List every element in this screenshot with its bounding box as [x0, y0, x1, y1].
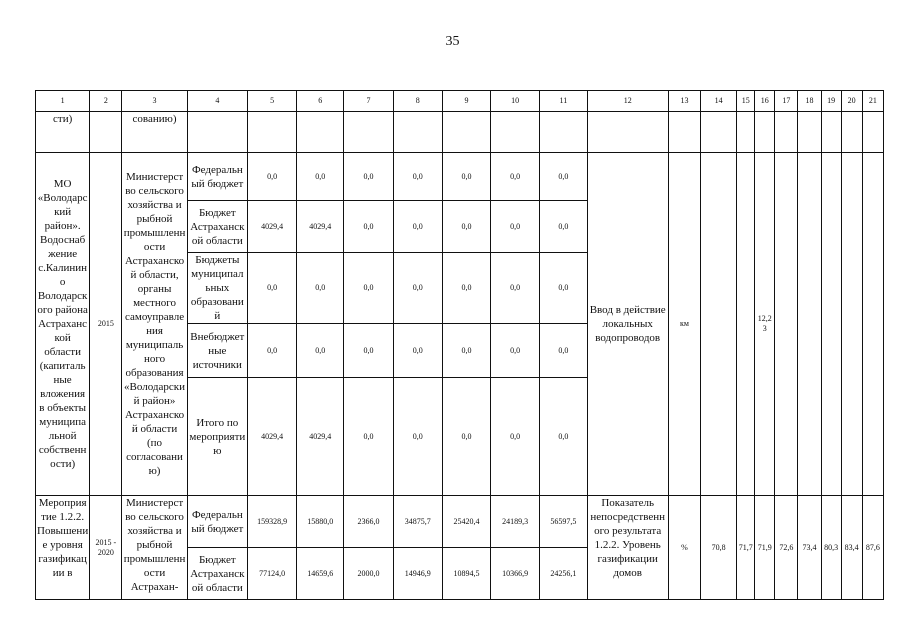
- indicator-value: 12,23: [755, 153, 775, 496]
- activity-year: 2015: [90, 153, 122, 496]
- header-cell: 13: [668, 91, 700, 112]
- target-value: 70,8: [701, 496, 737, 600]
- funding-value: 15880,0: [297, 496, 344, 548]
- funding-value: 0,0: [247, 253, 296, 324]
- funding-value: 77124,0: [247, 548, 296, 600]
- funding-value: 0,0: [393, 253, 442, 324]
- header-cell: 14: [701, 91, 737, 112]
- funding-value: 0,0: [491, 253, 540, 324]
- funding-source: Бюджет Астраханской области: [187, 548, 247, 600]
- header-cell: 8: [393, 91, 442, 112]
- funding-value: 0,0: [442, 201, 490, 253]
- header-cell: 10: [491, 91, 540, 112]
- funding-value: 0,0: [442, 378, 490, 496]
- activity-name: МО «Володарский район». Водоснабжение с.Калинино Володарского района Астраханской области (капитальные вложения в объекты муниципальной собственности): [36, 153, 90, 496]
- funding-value: 0,0: [344, 153, 393, 201]
- target-value: 87,6: [862, 496, 883, 600]
- funding-value: 0,0: [491, 378, 540, 496]
- funding-value: 0,0: [442, 253, 490, 324]
- funding-value: 0,0: [393, 324, 442, 378]
- funding-value: 0,0: [442, 324, 490, 378]
- activity-year: 2015 - 2020: [90, 496, 122, 600]
- header-cell: 21: [862, 91, 883, 112]
- header-cell: 7: [344, 91, 393, 112]
- target-value: 72,6: [775, 496, 798, 600]
- funding-source: Внебюджетные источники: [187, 324, 247, 378]
- funding-value: 25420,4: [442, 496, 490, 548]
- funding-value: 0,0: [393, 378, 442, 496]
- funding-value: 4029,4: [297, 378, 344, 496]
- indicator-unit: км: [668, 153, 700, 496]
- header-cell: 16: [755, 91, 775, 112]
- header-cell: 3: [122, 91, 187, 112]
- header-cell: 4: [187, 91, 247, 112]
- funding-value: 0,0: [247, 153, 296, 201]
- funding-source: Бюджеты муниципальных образований: [187, 253, 247, 324]
- funding-value: 2000,0: [344, 548, 393, 600]
- continuation-row: [36, 112, 884, 153]
- header-cell: 18: [798, 91, 821, 112]
- header-cell: 5: [247, 91, 296, 112]
- funding-value: 24256,1: [540, 548, 587, 600]
- funding-value: 4029,4: [297, 201, 344, 253]
- header-cell: 15: [737, 91, 755, 112]
- indicator-text: Показатель непосредственного результата 1.2.2. Уровень газификации домов: [587, 496, 668, 600]
- funding-value: 10366,9: [491, 548, 540, 600]
- target-value: 71,7: [737, 496, 755, 600]
- funding-value: 4029,4: [247, 201, 296, 253]
- funding-value: 24189,3: [491, 496, 540, 548]
- funding-value: 0,0: [491, 324, 540, 378]
- funding-value: 0,0: [540, 324, 587, 378]
- funding-value: 159328,9: [247, 496, 296, 548]
- indicator-unit: %: [668, 496, 700, 600]
- header-cell: 9: [442, 91, 490, 112]
- funding-value: 56597,5: [540, 496, 587, 548]
- table-row: [36, 496, 884, 548]
- funding-value: 2366,0: [344, 496, 393, 548]
- funding-source: Федеральный бюджет: [187, 496, 247, 548]
- funding-source: Итого по мероприятию: [187, 378, 247, 496]
- header-cell: 6: [297, 91, 344, 112]
- funding-value: 0,0: [540, 378, 587, 496]
- funding-value: 10894,5: [442, 548, 490, 600]
- header-cell: 19: [821, 91, 841, 112]
- target-value: 71,9: [755, 496, 775, 600]
- page-number: 35: [445, 34, 460, 49]
- funding-value: 0,0: [344, 201, 393, 253]
- funding-value: 0,0: [297, 153, 344, 201]
- header-cell: 20: [841, 91, 862, 112]
- activity-name: Мероприятие 1.2.2. Повышение уровня газификации в: [36, 496, 90, 600]
- funding-source: Бюджет Астраханской области: [187, 201, 247, 253]
- header-cell: 11: [540, 91, 587, 112]
- target-value: 73,4: [798, 496, 821, 600]
- funding-value: 14946,9: [393, 548, 442, 600]
- funding-value: 0,0: [344, 324, 393, 378]
- funding-value: 0,0: [344, 253, 393, 324]
- program-table: [35, 90, 884, 600]
- header-cell: 1: [36, 91, 90, 112]
- funding-value: 0,0: [540, 253, 587, 324]
- funding-value: 34875,7: [393, 496, 442, 548]
- funding-value: 0,0: [491, 153, 540, 201]
- target-value: 80,3: [821, 496, 841, 600]
- header-cell: 2: [90, 91, 122, 112]
- indicator-text: Ввод в действие локальных водопроводов: [587, 153, 668, 496]
- header-cell: 12: [587, 91, 668, 112]
- funding-value: 4029,4: [247, 378, 296, 496]
- funding-value: 0,0: [393, 153, 442, 201]
- funding-value: 0,0: [247, 324, 296, 378]
- funding-value: 0,0: [297, 324, 344, 378]
- funding-value: 0,0: [393, 201, 442, 253]
- activity-executor: Министерство сельского хозяйства и рыбной промышленности Астраханской области, органы местного самоуправления муниципального образования «Володарский район» Астраханской области (по согласованию): [122, 153, 187, 496]
- funding-value: 0,0: [442, 153, 490, 201]
- activity-executor: Министерство сельского хозяйства и рыбной промышленности Астрахан-: [122, 496, 187, 600]
- funding-value: 0,0: [540, 201, 587, 253]
- funding-value: 14659,6: [297, 548, 344, 600]
- continuation-name: сти): [36, 112, 90, 153]
- header-cell: 17: [775, 91, 798, 112]
- funding-source: Федеральный бюджет: [187, 153, 247, 201]
- funding-value: 0,0: [540, 153, 587, 201]
- funding-value: 0,0: [344, 378, 393, 496]
- target-value: 83,4: [841, 496, 862, 600]
- funding-value: 0,0: [491, 201, 540, 253]
- table-row: [36, 153, 884, 201]
- continuation-executor: сованию): [122, 112, 187, 153]
- funding-value: 0,0: [297, 253, 344, 324]
- header-row: [36, 91, 884, 112]
